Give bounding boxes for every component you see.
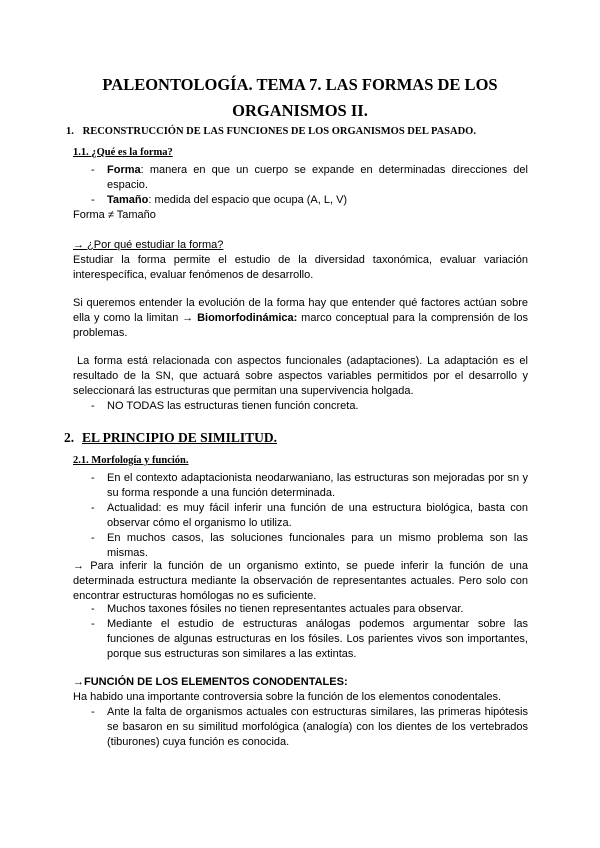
section-1-heading xyxy=(66,126,476,137)
list-item-body: NO TODAS las estructuras tienen función concreta. xyxy=(107,400,359,412)
list-item-not-all xyxy=(91,399,528,414)
list-item-tamano xyxy=(91,193,528,208)
list-item-body: Muchos taxones fósiles no tienen representantes actuales para observar. xyxy=(107,603,464,615)
section-2-number: 2. xyxy=(64,430,75,445)
bullet-dash: - xyxy=(91,618,95,630)
list-item-body: Ante la falta de organismos actuales con estructuras similares, las primeras hipótesis se basaron en su similitud morfológica (analogía) con los dientes de los vertebrados (tiburones) cuya función es conocida. xyxy=(107,706,528,748)
bullet-dash: - xyxy=(91,532,95,544)
section-2-heading xyxy=(64,430,277,446)
section-1-heading-text: RECONSTRUCCIÓN DE LAS FUNCIONES DE LOS ORGANISMOS DEL PASADO. xyxy=(82,126,476,137)
list-item-body xyxy=(107,163,528,193)
bullet-dash: - xyxy=(91,400,95,412)
list-item-body: Actualidad: es muy fácil inferir una función de una estructura biológica, basta con observar cómo el organismo lo utiliza. xyxy=(107,502,528,529)
why-study-form-heading: → ¿Por qué estudiar la forma? xyxy=(73,239,224,251)
list-item xyxy=(91,617,528,662)
list-item-body: En el contexto adaptacionista neodarwaniano, las estructuras son mejoradas por sn y su forma responde a una función determinada. xyxy=(107,472,528,499)
bullet-dash: - xyxy=(91,472,95,484)
section-2-heading-text: EL PRINCIPIO DE SIMILITUD. xyxy=(82,430,278,445)
list-item-conodont xyxy=(91,705,528,750)
evolution-text-b: marco conceptual para la comprensión de los problemas. xyxy=(73,312,528,339)
inference-paragraph: → Para inferir la función de un organismo extinto, se puede inferir la función de una determinada estructura mediante la observación de representantes actuales. Pero solo con encontrar estructuras homólogas no es suficiente. xyxy=(73,560,528,602)
evolution-paragraph xyxy=(73,296,528,341)
conodont-heading: →FUNCIÓN DE LOS ELEMENTOS CONODENTALES: xyxy=(73,676,348,688)
term-forma: Forma xyxy=(107,164,141,176)
term-tamano: Tamaño xyxy=(107,194,149,206)
bullet-dash: - xyxy=(91,603,95,615)
list-item xyxy=(91,471,528,501)
section-1-number: 1. xyxy=(66,126,74,137)
evolution-text-a: Si queremos entender la evolución de la forma hay que entender qué factores actúan sobre ella y como la limitan → xyxy=(73,297,528,324)
document-title xyxy=(90,72,510,124)
list-item-body: En muchos casos, las soluciones funcionales para un mismo problema son las mismas. xyxy=(107,532,528,559)
bullet-dash: - xyxy=(91,502,95,514)
bullet-dash: - xyxy=(91,194,95,206)
title-line-1: PALEONTOLOGÍA. TEMA 7. LAS FORMAS DE LOS xyxy=(102,75,498,94)
definition-forma: : manera en que un cuerpo se expande en determinadas direcciones del espacio. xyxy=(107,164,528,191)
list-item xyxy=(91,501,528,531)
list-item xyxy=(91,531,528,561)
bullet-dash: - xyxy=(91,706,95,718)
forma-tamano-inequality: Forma ≠ Tamaño xyxy=(73,209,156,221)
bullet-dash: - xyxy=(91,164,95,176)
subsection-1-1-heading: 1.1. ¿Qué es la forma? xyxy=(73,147,173,158)
term-biomorfodinamica: Biomorfodinámica: xyxy=(197,312,298,324)
title-line-2: ORGANISMOS II. xyxy=(232,101,368,120)
list-item-body: Mediante el estudio de estructuras análogas podemos argumentar sobre las funciones de algunas estructuras en los fósiles. Los parientes vivos son importantes, porque sus estructuras son similares a las extintas. xyxy=(107,618,528,660)
list-item-body xyxy=(107,193,528,208)
conodont-paragraph: Ha habido una importante controversia sobre la función de los elementos conodentales. xyxy=(73,691,502,703)
why-study-form-text: Estudiar la forma permite el estudio de la diversidad taxonómica, evaluar variación interespecífica, evaluar fenómenos de desarrollo. xyxy=(73,254,528,281)
adaptation-paragraph: La forma está relacionada con aspectos funcionales (adaptaciones). La adaptación es el resultado de la SN, que actuará sobre aspectos variables permitidos por el desarrollo y seleccionará las estructuras que permitan una supervivencia holgada. xyxy=(73,355,528,397)
list-item xyxy=(91,602,528,617)
subsection-2-1-heading: 2.1. Morfología y función. xyxy=(73,455,189,466)
definition-tamano: : medida del espacio que ocupa (A, L, V) xyxy=(148,194,348,206)
list-item-forma xyxy=(91,163,528,193)
